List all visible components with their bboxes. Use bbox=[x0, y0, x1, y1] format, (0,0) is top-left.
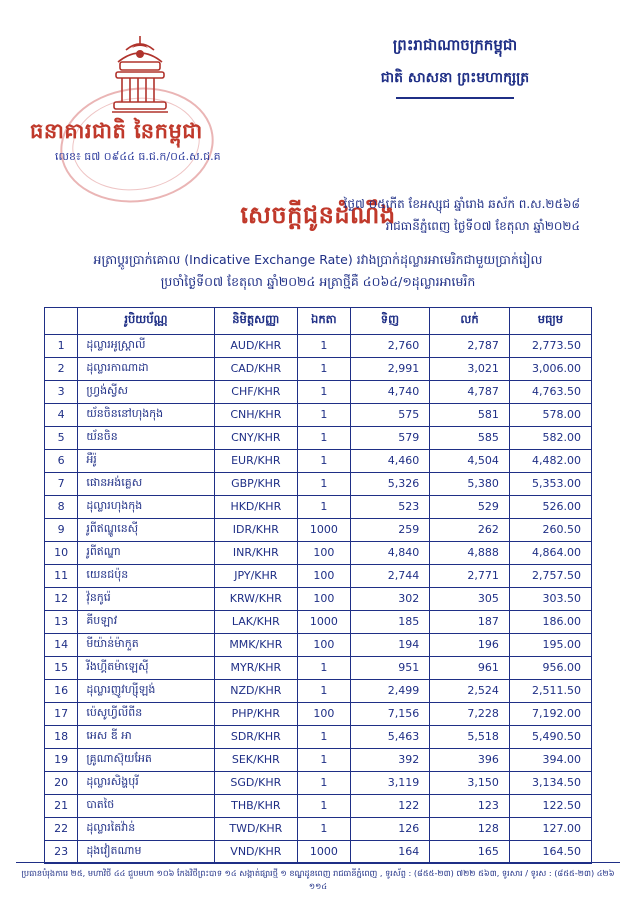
table-row bbox=[45, 449, 592, 472]
column-header-average: មធ្យម bbox=[509, 307, 591, 334]
currency-unit: 1 bbox=[298, 357, 350, 380]
average-rate: 195.00 bbox=[509, 633, 591, 656]
currency-symbol: GBP/KHR bbox=[214, 472, 298, 495]
sell-rate: 585 bbox=[430, 426, 510, 449]
currency-name: រូពីឥណ្ឌា bbox=[78, 541, 214, 564]
currency-symbol: MYR/KHR bbox=[214, 656, 298, 679]
sell-rate: 2,787 bbox=[430, 334, 510, 357]
kingdom-divider bbox=[396, 97, 514, 99]
average-rate: 127.00 bbox=[509, 817, 591, 840]
sell-rate: 396 bbox=[430, 748, 510, 771]
row-number: 21 bbox=[45, 794, 78, 817]
buy-rate: 7,156 bbox=[350, 702, 430, 725]
average-rate: 7,192.00 bbox=[509, 702, 591, 725]
currency-symbol: SEK/KHR bbox=[214, 748, 298, 771]
currency-symbol: CHF/KHR bbox=[214, 380, 298, 403]
table-row bbox=[45, 771, 592, 794]
row-number: 18 bbox=[45, 725, 78, 748]
currency-name: ហ្រ្វង់ស្វីស bbox=[78, 380, 214, 403]
table-row bbox=[45, 472, 592, 495]
table-row bbox=[45, 702, 592, 725]
currency-symbol: SGD/KHR bbox=[214, 771, 298, 794]
row-number: 19 bbox=[45, 748, 78, 771]
date-khmer: ថ្ងៃ៧ ០៥កើត ខែអស្សុជ ឆ្នាំរោង ឆស័ក ព.ស.២៥៦៨ bbox=[343, 197, 580, 211]
page-title: សេចក្តីជូនដំណឹង bbox=[240, 201, 396, 229]
row-number: 10 bbox=[45, 541, 78, 564]
row-number: 16 bbox=[45, 679, 78, 702]
table-row bbox=[45, 794, 592, 817]
footer-divider bbox=[16, 862, 620, 863]
row-number: 12 bbox=[45, 587, 78, 610]
row-number: 15 bbox=[45, 656, 78, 679]
buy-rate: 164 bbox=[350, 840, 430, 863]
sell-rate: 123 bbox=[430, 794, 510, 817]
average-rate: 3,006.00 bbox=[509, 357, 591, 380]
kingdom-line-1: ព្រះរាជាណាចក្រកម្ពុជា bbox=[392, 36, 518, 54]
buy-rate: 392 bbox=[350, 748, 430, 771]
sell-rate: 529 bbox=[430, 495, 510, 518]
sell-rate: 4,888 bbox=[430, 541, 510, 564]
sell-rate: 5,380 bbox=[430, 472, 510, 495]
currency-name: មីយ៉ាន់ម៉ាកួត bbox=[78, 633, 214, 656]
buy-rate: 2,991 bbox=[350, 357, 430, 380]
average-rate: 582.00 bbox=[509, 426, 591, 449]
currency-name: ដុងវៀតណាម bbox=[78, 840, 214, 863]
row-number: 1 bbox=[45, 334, 78, 357]
sell-rate: 3,150 bbox=[430, 771, 510, 794]
buy-rate: 122 bbox=[350, 794, 430, 817]
column-header-unit: ឯកតា bbox=[298, 307, 350, 334]
row-number: 5 bbox=[45, 426, 78, 449]
sell-rate: 3,021 bbox=[430, 357, 510, 380]
exchange-rate-table bbox=[44, 307, 592, 864]
sell-rate: 128 bbox=[430, 817, 510, 840]
column-header-symbol: និមិត្តសញ្ញា bbox=[214, 307, 298, 334]
currency-symbol: KRW/KHR bbox=[214, 587, 298, 610]
currency-symbol: EUR/KHR bbox=[214, 449, 298, 472]
document-reference-number: លេខ៖ ធ៧ ០៩៤៤ ធ.ជ.ក/០៤.ស.ជ.គ bbox=[55, 150, 221, 163]
currency-name: ផោនអង់គ្លេស bbox=[78, 472, 214, 495]
average-rate: 2,773.50 bbox=[509, 334, 591, 357]
sell-rate: 961 bbox=[430, 656, 510, 679]
currency-name: អឺរ៉ូ bbox=[78, 449, 214, 472]
average-rate: 122.50 bbox=[509, 794, 591, 817]
table-row bbox=[45, 817, 592, 840]
table-row bbox=[45, 748, 592, 771]
average-rate: 5,353.00 bbox=[509, 472, 591, 495]
buy-rate: 2,499 bbox=[350, 679, 430, 702]
table-row bbox=[45, 495, 592, 518]
buy-rate: 194 bbox=[350, 633, 430, 656]
currency-unit: 100 bbox=[298, 702, 350, 725]
column-header-no bbox=[45, 307, 78, 334]
buy-rate: 5,463 bbox=[350, 725, 430, 748]
table-row bbox=[45, 633, 592, 656]
average-rate: 186.00 bbox=[509, 610, 591, 633]
row-number: 14 bbox=[45, 633, 78, 656]
row-number: 7 bbox=[45, 472, 78, 495]
currency-unit: 1 bbox=[298, 403, 350, 426]
row-number: 22 bbox=[45, 817, 78, 840]
currency-unit: 1 bbox=[298, 656, 350, 679]
currency-unit: 100 bbox=[298, 541, 350, 564]
table-row bbox=[45, 403, 592, 426]
sell-rate: 7,228 bbox=[430, 702, 510, 725]
sell-rate: 4,787 bbox=[430, 380, 510, 403]
column-header-buy: ទិញ bbox=[350, 307, 430, 334]
currency-unit: 1 bbox=[298, 748, 350, 771]
average-rate: 303.50 bbox=[509, 587, 591, 610]
table-row bbox=[45, 679, 592, 702]
currency-unit: 1 bbox=[298, 380, 350, 403]
buy-rate: 579 bbox=[350, 426, 430, 449]
column-header-sell: លក់ bbox=[430, 307, 510, 334]
row-number: 9 bbox=[45, 518, 78, 541]
sell-rate: 581 bbox=[430, 403, 510, 426]
currency-unit: 100 bbox=[298, 564, 350, 587]
buy-rate: 2,760 bbox=[350, 334, 430, 357]
sell-rate: 2,771 bbox=[430, 564, 510, 587]
buy-rate: 3,119 bbox=[350, 771, 430, 794]
currency-name: ដុល្លារអូស្ត្រាលី bbox=[78, 334, 214, 357]
average-rate: 578.00 bbox=[509, 403, 591, 426]
currency-symbol: JPY/KHR bbox=[214, 564, 298, 587]
row-number: 4 bbox=[45, 403, 78, 426]
currency-name: ដុល្លារហុងកុង bbox=[78, 495, 214, 518]
bank-name: ធនាគារជាតិ នៃកម្ពុជា bbox=[30, 119, 203, 143]
kingdom-heading bbox=[330, 36, 580, 99]
buy-rate: 302 bbox=[350, 587, 430, 610]
currency-name: វ៉ុនកូរ៉េ bbox=[78, 587, 214, 610]
buy-rate: 259 bbox=[350, 518, 430, 541]
currency-name: យេនជប៉ុន bbox=[78, 564, 214, 587]
row-number: 17 bbox=[45, 702, 78, 725]
average-rate: 4,482.00 bbox=[509, 449, 591, 472]
average-rate: 2,511.50 bbox=[509, 679, 591, 702]
currency-name: ដុល្លារញូវហ្ស៊ីឡង់ bbox=[78, 679, 214, 702]
buy-rate: 523 bbox=[350, 495, 430, 518]
currency-symbol: SDR/KHR bbox=[214, 725, 298, 748]
currency-symbol: CAD/KHR bbox=[214, 357, 298, 380]
row-number: 3 bbox=[45, 380, 78, 403]
kingdom-line-2: ជាតិ សាសនា ព្រះមហាក្សត្រ bbox=[380, 70, 530, 86]
currency-name: ដុល្លារតៃវ៉ាន់ bbox=[78, 817, 214, 840]
subtitle-line-2: ប្រចាំថ្ងៃទី០៧ ខែតុលា ឆ្នាំ២០២៤ អត្រាថ្មីគឺ ៤០៦៤/១ដុល្លារអាមេរិក bbox=[160, 273, 476, 289]
table-row bbox=[45, 725, 592, 748]
average-rate: 260.50 bbox=[509, 518, 591, 541]
table-row bbox=[45, 840, 592, 863]
currency-unit: 100 bbox=[298, 633, 350, 656]
currency-symbol: THB/KHR bbox=[214, 794, 298, 817]
sell-rate: 4,504 bbox=[430, 449, 510, 472]
row-number: 23 bbox=[45, 840, 78, 863]
table-row bbox=[45, 518, 592, 541]
average-rate: 956.00 bbox=[509, 656, 591, 679]
buy-rate: 126 bbox=[350, 817, 430, 840]
sell-rate: 196 bbox=[430, 633, 510, 656]
buy-rate: 5,326 bbox=[350, 472, 430, 495]
document-footer bbox=[0, 862, 636, 892]
table-row bbox=[45, 380, 592, 403]
currency-name: បាតថៃ bbox=[78, 794, 214, 817]
currency-symbol: MMK/KHR bbox=[214, 633, 298, 656]
buy-rate: 4,460 bbox=[350, 449, 430, 472]
currency-name: រីងហ្គីតម៉ាឡេស៊ី bbox=[78, 656, 214, 679]
sell-rate: 5,518 bbox=[430, 725, 510, 748]
currency-unit: 1 bbox=[298, 794, 350, 817]
currency-symbol: PHP/KHR bbox=[214, 702, 298, 725]
sell-rate: 187 bbox=[430, 610, 510, 633]
currency-name: គ្រូណាស៊ុយអែត bbox=[78, 748, 214, 771]
currency-unit: 1000 bbox=[298, 610, 350, 633]
currency-symbol: IDR/KHR bbox=[214, 518, 298, 541]
footer-address: ប្រធានបំរុងការេ ២៥, មហាវិថី ៤៤ ជួបមហា ១០៦ កែងវិថីព្រះបាទ ១៤ សង្កាត់ផ្សារថ្មី ១ ខណ្ឌដូនពេញ រាជធានីភ្នំពេញ , ទូរស័ព្ទ : (៨៥៥-២៣) ៧២២ ៥៦៣, ទូរសារ / ទូរស : (៨៥៥-២៣) ៤២៦ ១១៤ bbox=[21, 868, 615, 891]
currency-name: ប៉េសូហ្វីលីពីន bbox=[78, 702, 214, 725]
table-row bbox=[45, 541, 592, 564]
document-subtitle bbox=[0, 249, 636, 293]
currency-symbol: LAK/KHR bbox=[214, 610, 298, 633]
average-rate: 3,134.50 bbox=[509, 771, 591, 794]
buy-rate: 185 bbox=[350, 610, 430, 633]
currency-symbol: CNH/KHR bbox=[214, 403, 298, 426]
currency-symbol: AUD/KHR bbox=[214, 334, 298, 357]
currency-unit: 1000 bbox=[298, 840, 350, 863]
currency-unit: 1000 bbox=[298, 518, 350, 541]
buy-rate: 4,840 bbox=[350, 541, 430, 564]
buy-rate: 951 bbox=[350, 656, 430, 679]
currency-unit: 1 bbox=[298, 495, 350, 518]
subtitle-line-1: អត្រាប្តូរប្រាក់គោល (Indicative Exchange Rate) រវាងប្រាក់ដុល្លារអាមេរិកជាមួយប្រាក់រៀល bbox=[93, 252, 543, 267]
currency-name: យ័នចិននៅហុងកុង bbox=[78, 403, 214, 426]
buy-rate: 2,744 bbox=[350, 564, 430, 587]
table-row bbox=[45, 426, 592, 449]
currency-symbol: TWD/KHR bbox=[214, 817, 298, 840]
currency-name: ដុល្លារសិង្ហបុរី bbox=[78, 771, 214, 794]
sell-rate: 2,524 bbox=[430, 679, 510, 702]
currency-unit: 1 bbox=[298, 472, 350, 495]
average-rate: 5,490.50 bbox=[509, 725, 591, 748]
currency-symbol: HKD/KHR bbox=[214, 495, 298, 518]
buy-rate: 4,740 bbox=[350, 380, 430, 403]
dateline bbox=[280, 196, 580, 240]
row-number: 8 bbox=[45, 495, 78, 518]
currency-symbol: INR/KHR bbox=[214, 541, 298, 564]
currency-symbol: NZD/KHR bbox=[214, 679, 298, 702]
row-number: 20 bbox=[45, 771, 78, 794]
currency-name: ដុល្លារកាណាដា bbox=[78, 357, 214, 380]
sell-rate: 305 bbox=[430, 587, 510, 610]
sell-rate: 262 bbox=[430, 518, 510, 541]
average-rate: 4,864.00 bbox=[509, 541, 591, 564]
average-rate: 164.50 bbox=[509, 840, 591, 863]
row-number: 6 bbox=[45, 449, 78, 472]
currency-unit: 1 bbox=[298, 679, 350, 702]
currency-unit: 1 bbox=[298, 771, 350, 794]
table-row bbox=[45, 564, 592, 587]
table-row bbox=[45, 656, 592, 679]
row-number: 2 bbox=[45, 357, 78, 380]
currency-name: រូពីឥណ្ឌូនេស៊ី bbox=[78, 518, 214, 541]
average-rate: 2,757.50 bbox=[509, 564, 591, 587]
currency-unit: 1 bbox=[298, 426, 350, 449]
buy-rate: 575 bbox=[350, 403, 430, 426]
table-row bbox=[45, 334, 592, 357]
table-row bbox=[45, 587, 592, 610]
sell-rate: 165 bbox=[430, 840, 510, 863]
currency-name: គីបឡាវ bbox=[78, 610, 214, 633]
currency-unit: 1 bbox=[298, 334, 350, 357]
table-row bbox=[45, 357, 592, 380]
currency-unit: 100 bbox=[298, 587, 350, 610]
table-body bbox=[45, 334, 592, 863]
average-rate: 526.00 bbox=[509, 495, 591, 518]
table-row bbox=[45, 610, 592, 633]
average-rate: 4,763.50 bbox=[509, 380, 591, 403]
currency-unit: 1 bbox=[298, 449, 350, 472]
table-header-row bbox=[45, 307, 592, 334]
currency-symbol: VND/KHR bbox=[214, 840, 298, 863]
column-header-currency: រូបិយប័ណ្ណ bbox=[78, 307, 214, 334]
average-rate: 394.00 bbox=[509, 748, 591, 771]
currency-name: អេស ឌី អា bbox=[78, 725, 214, 748]
date-city: រាជធានីភ្នំពេញ ថ្ងៃទី០៧ ខែតុលា ឆ្នាំ២០២៤ bbox=[385, 219, 580, 233]
nbc-logo-icon bbox=[92, 28, 188, 124]
row-number: 13 bbox=[45, 610, 78, 633]
currency-unit: 1 bbox=[298, 725, 350, 748]
currency-symbol: CNY/KHR bbox=[214, 426, 298, 449]
currency-unit: 1 bbox=[298, 817, 350, 840]
currency-name: យ័នចិន bbox=[78, 426, 214, 449]
row-number: 11 bbox=[45, 564, 78, 587]
